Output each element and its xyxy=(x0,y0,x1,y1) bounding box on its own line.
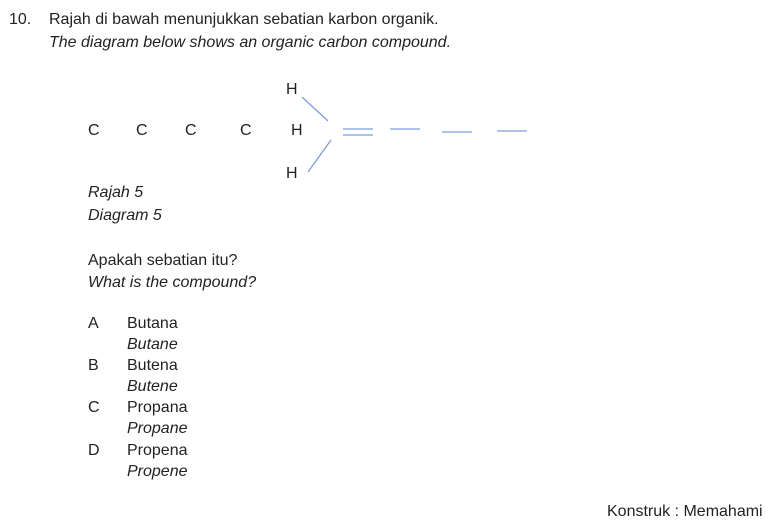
option-text-ms: Propena xyxy=(127,442,188,459)
option-text-ms: Butena xyxy=(127,357,178,374)
diagram-caption-en: Diagram 5 xyxy=(88,207,162,224)
question-number: 10. xyxy=(9,11,32,28)
option-text-en: Propane xyxy=(127,420,188,437)
bond-line-upper xyxy=(302,97,328,121)
question-stem-ms: Rajah di bawah menunjukkan sebatian karbon organik. xyxy=(49,11,439,28)
bond-line-lower xyxy=(308,140,331,172)
atom-c2: C xyxy=(136,122,148,139)
atom-h-middle: H xyxy=(291,122,303,139)
atom-h-bottom: H xyxy=(286,165,298,182)
option-text-en: Butane xyxy=(127,336,178,353)
diagram-caption-ms: Rajah 5 xyxy=(88,184,144,201)
option-text-en: Propene xyxy=(127,463,188,480)
option-text-ms: Propana xyxy=(127,399,188,416)
option-letter: D xyxy=(88,442,100,459)
atom-h-top: H xyxy=(286,81,298,98)
option-letter: B xyxy=(88,357,99,374)
atom-c1: C xyxy=(88,122,100,139)
atom-c4: C xyxy=(240,122,252,139)
prompt-en: What is the compound? xyxy=(88,274,257,291)
option-text-en: Butene xyxy=(127,378,178,395)
option-letter: A xyxy=(88,315,99,332)
prompt-ms: Apakah sebatian itu? xyxy=(88,252,238,269)
construct-footer: Konstruk : Memahami xyxy=(607,503,763,520)
question-stem-en: The diagram below shows an organic carbon compound. xyxy=(49,34,452,51)
atom-c3: C xyxy=(185,122,197,139)
option-letter: C xyxy=(88,399,100,416)
option-text-ms: Butana xyxy=(127,315,178,332)
